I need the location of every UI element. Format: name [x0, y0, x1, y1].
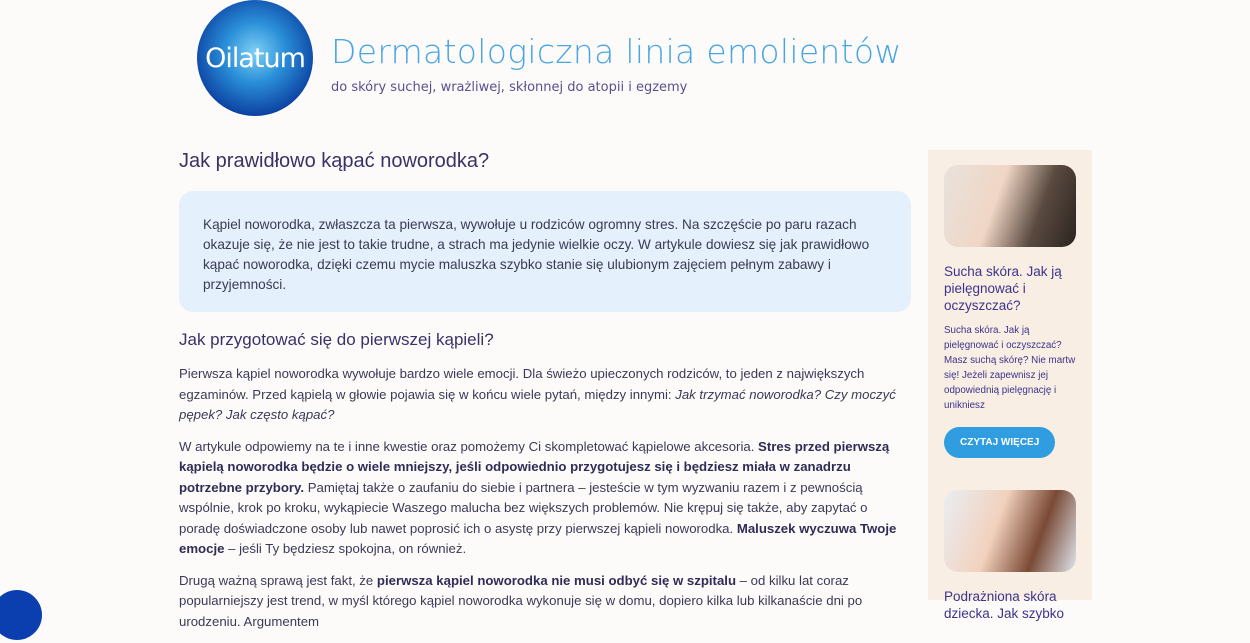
site-title: Dermatologiczna linia emolientów — [331, 32, 902, 71]
text: – jeśli Ty będziesz spokojna, on również. — [224, 541, 467, 556]
article — [179, 150, 911, 643]
text: Pamiętaj także o zaufaniu do siebie i partnera – jesteście w tym wyzwaniu razem i z pewnością wspólnie, krok po kroku, wykąpiecie Waszego malucha bez większych problemów. Nie krępuj się także, aby zapytać o poradę doświadczone osoby lub nawet poprosić ich o asystę przy pierwszej kąpieli noworodka. — [179, 479, 868, 536]
paragraph — [179, 571, 911, 633]
text: W artykule odpowiemy na te i inne kwestie oraz pomożemy Ci skompletować kąpielowe akcesoria. — [179, 438, 759, 454]
text: Pierwsza kąpiel noworodka wywołuje bardzo wiele emocji. Dla świeżo upieczonych rodziców, to jeden z największych egzaminów. Przed kąpielą w głowie pojawia się w końcu wiele pytań, między innymi: — [179, 366, 865, 402]
sidebar-article-title[interactable]: Podrażniona skóra dziecka. Jak szybko — [944, 589, 1065, 621]
site-subtitle: do skóry suchej, wrażliwej, skłonnej do atopii i egzemy — [331, 80, 688, 95]
sidebar-article-desc: Sucha skóra. Jak ją pielęgnować i oczyszczać? Masz suchą skórę? Nie martw się! Jeżeli zapewnisz jej odpowiednią pielęgnację i unikniesz — [944, 325, 1076, 411]
paragraph — [179, 437, 911, 560]
logo-text: Oilatum — [205, 42, 305, 74]
sidebar-article-title[interactable]: Sucha skóra. Jak ją pielęgnować i oczyszczać? — [944, 264, 1062, 313]
article-intro: Kąpiel noworodka, zwłaszcza ta pierwsza, wywołuje u rodziców ogromny stres. Na szczęście po paru razach okazuje się, że nie jest to takie trudne, a strach ma jedynie wielkie oczy. W artykule dowiesz się jak prawidłowo kąpać noworodka, dzięki czemu mycie maluszka szybko stanie się ulubionym zajęciem pełnym zabawy i przyjemności. — [179, 191, 911, 312]
italic-text: Jak trzymać noworodka? Czy moczyć pępek? Jak często kąpać? — [179, 386, 896, 422]
read-more-button[interactable]: CZYTAJ WIĘCEJ — [944, 427, 1055, 458]
section-heading: Jak przygotować się do pierwszej kąpieli? — [179, 330, 494, 349]
article-thumbnail[interactable] — [944, 490, 1076, 572]
bold-text: Stres przed pierwszą kąpielą noworodka będzie o wiele mniejszy, jeśli odpowiednio przygotujesz się i będziesz miała w zanadrzu potrzebne przybory. — [179, 438, 890, 495]
paragraph — [179, 364, 911, 426]
oilatum-logo[interactable] — [197, 0, 313, 116]
chat-widget-button[interactable] — [0, 590, 42, 640]
bold-text: pierwsza kąpiel noworodka nie musi odbyć się w szpitalu — [376, 572, 736, 588]
text: – od kilku lat coraz popularniejszy jest trend, w myśl którego kąpiel noworodka wykonuje się w domu, dopiero kilka lub kilkanaście dni po urodzeniu. Argumentem — [179, 572, 863, 629]
text: Drugą ważną sprawą jest fakt, że — [179, 572, 377, 588]
article-title: Jak prawidłowo kąpać noworodka? — [179, 150, 490, 172]
bold-text: Maluszek wyczuwa Twoje emocje — [179, 520, 897, 556]
sidebar — [928, 150, 1092, 621]
article-thumbnail[interactable] — [944, 165, 1076, 247]
